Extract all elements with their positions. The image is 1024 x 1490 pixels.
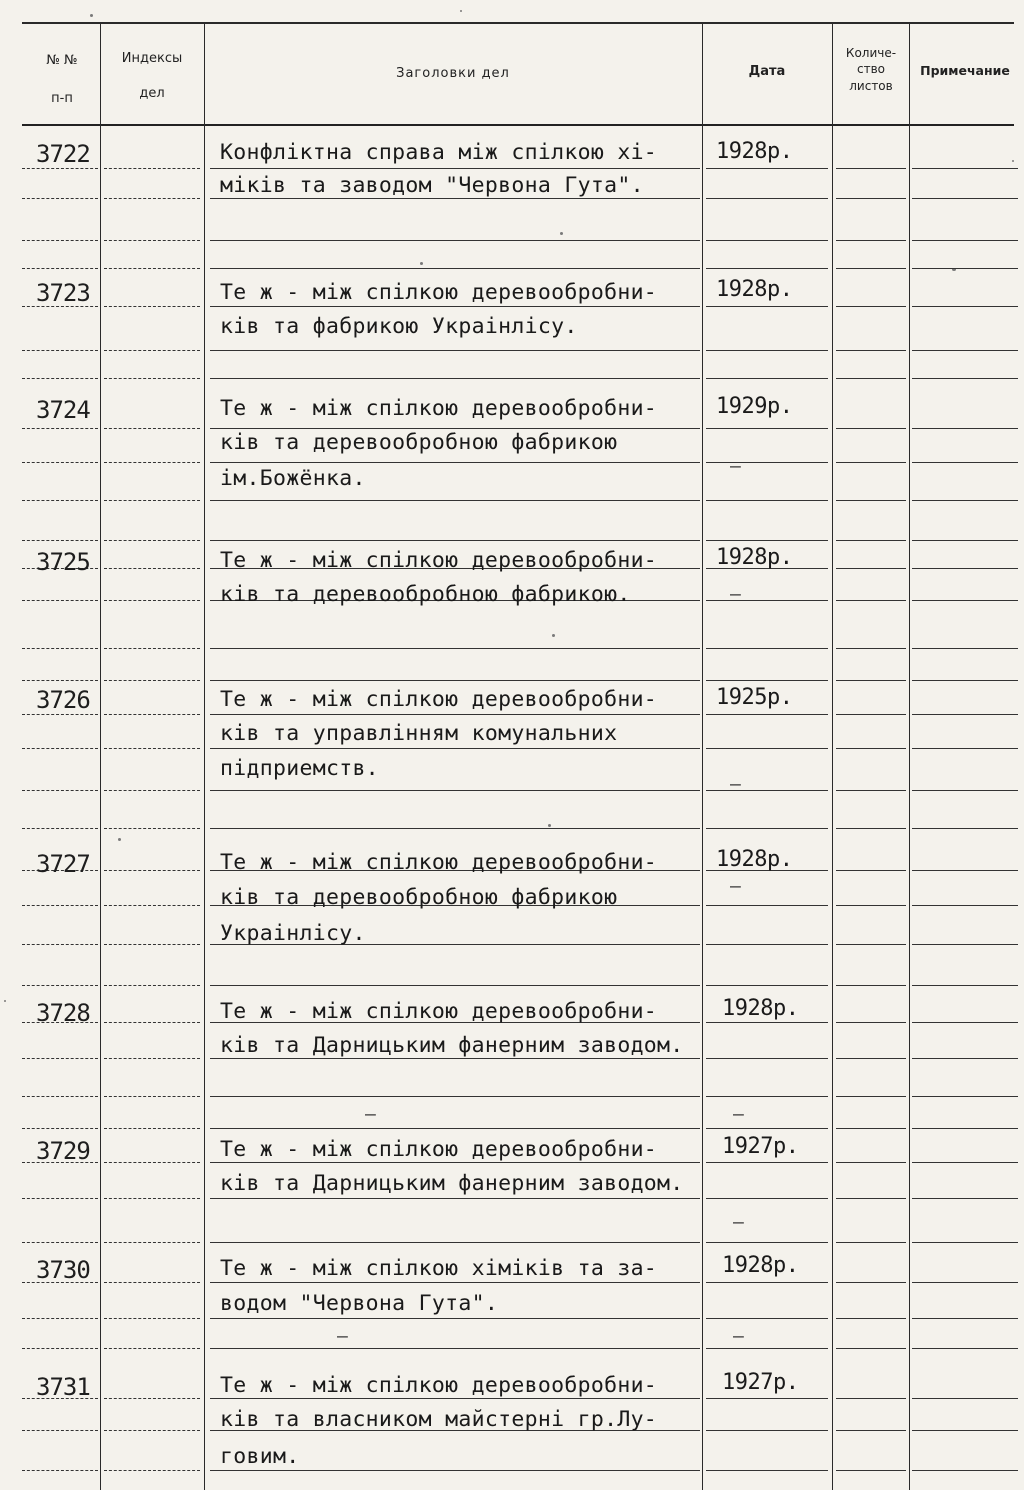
ruled-line [912,540,1018,541]
header-sheets-label-1: Количе- [845,46,897,60]
ruled-line [912,462,1018,463]
ruled-line [104,1162,200,1163]
ruled-line [836,790,906,791]
ruled-line [836,198,906,199]
ruled-line [706,1282,828,1283]
ruled-line [104,240,200,241]
header-date-label: Дата [748,64,786,79]
ruled-line [912,1430,1018,1431]
column-divider [909,22,910,1490]
ruled-line [706,648,828,649]
ruled-line [912,1058,1018,1059]
ruled-line [22,600,98,601]
ruled-line [912,1198,1018,1199]
ruled-line [210,168,700,169]
ruled-line [104,568,200,569]
ruled-line [912,1282,1018,1283]
ditto-mark: — [365,1104,376,1125]
ruled-line [912,905,1018,906]
ruled-line [836,944,906,945]
ruled-line [22,1198,98,1199]
ruled-line [706,828,828,829]
ruled-line [912,240,1018,241]
ruled-line [706,790,828,791]
ruled-line [836,680,906,681]
ruled-line [22,790,98,791]
ruled-line [104,790,200,791]
ruled-line [104,1242,200,1243]
ruled-line [22,714,98,715]
ruled-line [706,1318,828,1319]
header-title-label: Заголовки дел [396,66,510,81]
record-title-line: Те ж - мiж спiлкою деревообробни- [220,280,658,305]
ruled-line [104,540,200,541]
ruled-line [912,1022,1018,1023]
ruled-line [912,378,1018,379]
ruled-line [706,600,828,601]
ruled-line [706,1058,828,1059]
ruled-line [22,378,98,379]
ruled-line [104,1096,200,1097]
ruled-line [104,1128,200,1129]
record-date: 1928р. [716,139,793,164]
paper-speck [460,10,462,12]
ruled-line [210,306,700,307]
record-date: 1925р. [716,685,793,710]
ruled-line [836,1282,906,1283]
ruled-line [104,1318,200,1319]
ruled-line [912,790,1018,791]
ruled-line [22,240,98,241]
record-number: 3727 [36,850,90,878]
ruled-line [104,428,200,429]
ruled-line [22,985,98,986]
ruled-line [836,714,906,715]
column-divider [832,22,833,1490]
record-title-line: кiв та деревообробною фабрикою [220,885,618,910]
ruled-line [22,680,98,681]
ruled-line [22,1058,98,1059]
ruled-line [210,428,700,429]
record-title-line: Те ж - мiж спiлкою деревообробни- [220,850,658,875]
ruled-line [210,1282,700,1283]
ruled-line [706,714,828,715]
ruled-line [912,714,1018,715]
record-title-line: Те ж - мiж спiлкою деревообробни- [220,396,658,421]
record-title-line: водом "Червона Гута". [220,1291,499,1316]
ditto-mark: — [337,1326,348,1347]
ruled-line [22,1242,98,1243]
record-number: 3723 [36,279,90,307]
ruled-line [912,748,1018,749]
record-title-line: говим. [220,1444,300,1469]
ruled-line [706,905,828,906]
ruled-line [210,1242,700,1243]
record-number: 3730 [36,1256,90,1284]
ruled-line [104,870,200,871]
ruled-line [22,648,98,649]
ruled-line [706,350,828,351]
header-sheets-label-3: листов [849,79,893,93]
ruled-line [912,680,1018,681]
ditto-mark: — [730,584,741,605]
ruled-line [706,1348,828,1349]
ruled-line [210,1128,700,1129]
record-title-line: iм.Божёнка. [220,466,366,491]
record-title-line: кiв та управлiнням комунальних [220,721,618,746]
record-number: 3731 [36,1373,90,1401]
ruled-line [210,268,700,269]
ruled-line [104,1430,200,1431]
ruled-line [104,944,200,945]
paper-speck [560,232,563,235]
ruled-line [104,1398,200,1399]
ruled-line [210,680,700,681]
ruled-line [210,500,700,501]
header-index-sublabel: дел [139,86,165,101]
ruled-line [706,1162,828,1163]
record-title-line: кiв та фабрикою Украiнлiсу. [220,314,578,339]
ruled-line [912,568,1018,569]
ruled-line [836,985,906,986]
record-title-line: Конфлiктна справа мiж спiлкою хi- [220,140,658,165]
ruled-line [22,748,98,749]
record-number: 3725 [36,548,90,576]
header-sheets-label-2: ство [856,62,885,76]
ruled-line [836,568,906,569]
record-title-line: Те ж - мiж спiлкою деревообробни- [220,687,658,712]
ruled-line [22,1128,98,1129]
record-date: 1927р. [722,1134,799,1159]
record-number: 3724 [36,396,90,424]
ruled-line [706,500,828,501]
ruled-line [104,1198,200,1199]
ruled-line [22,1348,98,1349]
column-divider [204,22,205,1490]
ruled-line [22,1096,98,1097]
record-title-line: мiкiв та заводом "Червона Гута". [220,173,644,198]
ruled-line [836,462,906,463]
ruled-line [912,1470,1018,1471]
ruled-line [912,168,1018,169]
ruled-line [706,268,828,269]
ruled-line [706,748,828,749]
ruled-line [22,1470,98,1471]
ruled-line [912,1318,1018,1319]
paper-speck [4,1000,6,1002]
ruled-line [706,1242,828,1243]
ruled-line [210,1398,700,1399]
ruled-line [210,985,700,986]
ruled-line [706,540,828,541]
ruled-line [104,648,200,649]
ruled-line [912,500,1018,501]
paper-speck [1012,160,1014,162]
ruled-line [210,540,700,541]
ruled-line [912,828,1018,829]
ruled-line [210,1096,700,1097]
ruled-line [104,985,200,986]
record-title-line: кiв та Дарницьким фанерним заводом. [220,1171,684,1196]
ruled-line [912,1398,1018,1399]
ruled-line [22,500,98,501]
ruled-line [104,680,200,681]
ruled-line [836,748,906,749]
ruled-line [706,1022,828,1023]
column-divider [702,22,703,1490]
ruled-line [836,1470,906,1471]
record-date: 1928р. [722,1253,799,1278]
record-title-line: кiв та деревообробною фабрикою [220,430,618,455]
record-date: 1928р. [716,277,793,302]
ruled-line [210,1058,700,1059]
ruled-line [104,1282,200,1283]
ruled-line [706,680,828,681]
ruled-line [210,350,700,351]
ruled-line [912,1128,1018,1129]
ruled-line [836,1242,906,1243]
ruled-line [836,1128,906,1129]
ruled-line [836,1162,906,1163]
header-index-label: Индексы [121,51,183,66]
ruled-line [836,350,906,351]
paper-speck [90,14,93,17]
ruled-line [104,306,200,307]
ruled-line [836,1058,906,1059]
ruled-line [104,268,200,269]
ruled-line [210,462,700,463]
ruled-line [210,240,700,241]
record-title-line: Те ж - мiж спiлкою деревообробни- [220,1137,658,1162]
ruled-line [210,828,700,829]
ruled-line [706,306,828,307]
ruled-line [706,1198,828,1199]
ruled-line [706,985,828,986]
ruled-line [706,462,828,463]
ruled-line [912,944,1018,945]
ruled-line [706,1398,828,1399]
record-date: 1929р. [716,394,793,419]
ruled-line [836,1398,906,1399]
ditto-mark: — [733,1326,744,1347]
record-title-line: кiв та власником майстернi гр.Лу- [220,1407,658,1432]
ruled-line [836,268,906,269]
ruled-line [210,714,700,715]
ruled-line [836,500,906,501]
record-title-line: пiдприемств. [220,756,379,781]
ruled-line [104,1022,200,1023]
header-bottom-rule [22,124,1014,126]
record-date: 1928р. [722,996,799,1021]
ruled-line [210,1198,700,1199]
ruled-line [104,462,200,463]
ruled-line [22,944,98,945]
ruled-line [706,378,828,379]
ruled-line [104,905,200,906]
column-divider [100,22,101,1490]
ruled-line [706,428,828,429]
ruled-line [104,1348,200,1349]
ruled-line [22,268,98,269]
ruled-line [210,790,700,791]
record-date: 1927р. [722,1370,799,1395]
ruled-line [836,828,906,829]
ditto-mark: — [733,1212,744,1233]
ruled-line [22,168,98,169]
record-number: 3728 [36,999,90,1027]
record-title-line: Украiнлiсу. [220,921,366,946]
ruled-line [912,350,1018,351]
ruled-line [912,198,1018,199]
ruled-line [22,350,98,351]
table-top-rule [22,22,1014,24]
ditto-mark: — [730,456,741,477]
ruled-line [836,378,906,379]
ruled-line [210,1348,700,1349]
ruled-line [210,198,700,199]
header-num-label: № № [46,53,78,68]
record-date: 1928р. [716,847,793,872]
ruled-line [836,905,906,906]
ruled-line [836,168,906,169]
ruled-line [836,1348,906,1349]
ruled-line [210,648,700,649]
ruled-line [22,1318,98,1319]
record-number: 3726 [36,686,90,714]
ruled-line [210,1162,700,1163]
record-title-line: кiв та Дарницьким фанерним заводом. [220,1033,684,1058]
ruled-line [104,198,200,199]
ruled-line [104,748,200,749]
ruled-line [836,600,906,601]
ruled-line [104,828,200,829]
ruled-line [104,714,200,715]
ruled-line [912,600,1018,601]
ditto-mark: — [730,876,741,897]
ruled-line [912,870,1018,871]
ruled-line [836,1430,906,1431]
header-notes-label: Примечание [920,63,1010,78]
record-number: 3729 [36,1137,90,1165]
ruled-line [104,168,200,169]
ruled-line [706,944,828,945]
ruled-line [836,1198,906,1199]
ruled-line [22,462,98,463]
ruled-line [912,1242,1018,1243]
ditto-mark: — [730,774,741,795]
ruled-line [104,350,200,351]
ruled-line [912,428,1018,429]
record-title-line: Те ж - мiж спiлкою деревообробни- [220,1373,658,1398]
ruled-line [836,870,906,871]
ruled-line [836,306,906,307]
ruled-line [210,1470,700,1471]
ruled-line [706,168,828,169]
ruled-line [836,1318,906,1319]
record-title-line: Те ж - мiж спiлкою деревообробни- [220,548,658,573]
ruled-line [22,198,98,199]
record-date: 1928р. [716,545,793,570]
ruled-line [912,648,1018,649]
record-title-line: Те ж - мiж спiлкою деревообробни- [220,999,658,1024]
ruled-line [912,268,1018,269]
ruled-line [104,378,200,379]
ruled-line [836,1022,906,1023]
ruled-line [836,240,906,241]
ruled-line [22,540,98,541]
ruled-line [706,1430,828,1431]
ruled-line [836,1096,906,1097]
paper-speck [118,838,121,841]
ruled-line [706,1096,828,1097]
ruled-line [210,748,700,749]
ruled-line [836,648,906,649]
ruled-line [104,500,200,501]
ruled-line [912,1096,1018,1097]
ditto-mark: — [733,1104,744,1125]
record-number: 3722 [36,140,90,168]
ruled-line [836,540,906,541]
ruled-line [706,1128,828,1129]
paper-speck [552,634,555,637]
ruled-line [210,1318,700,1319]
ruled-line [706,198,828,199]
ruled-line [22,905,98,906]
ruled-line [104,1058,200,1059]
ruled-line [912,1348,1018,1349]
paper-speck [420,262,423,265]
paper-speck [548,824,551,827]
ruled-line [104,1470,200,1471]
ruled-line [22,1430,98,1431]
ruled-line [912,985,1018,986]
ruled-line [706,240,828,241]
header-num-sublabel: п-п [51,91,73,106]
ruled-line [22,428,98,429]
record-title-line: кiв та деревообробною фабрикою. [220,582,631,607]
ruled-line [912,1162,1018,1163]
ruled-line [836,428,906,429]
ruled-line [210,378,700,379]
ruled-line [104,600,200,601]
ruled-line [706,1470,828,1471]
ruled-line [22,828,98,829]
record-title-line: Те ж - мiж спiлкою хiмiкiв та за- [220,1256,658,1281]
ruled-line [912,306,1018,307]
